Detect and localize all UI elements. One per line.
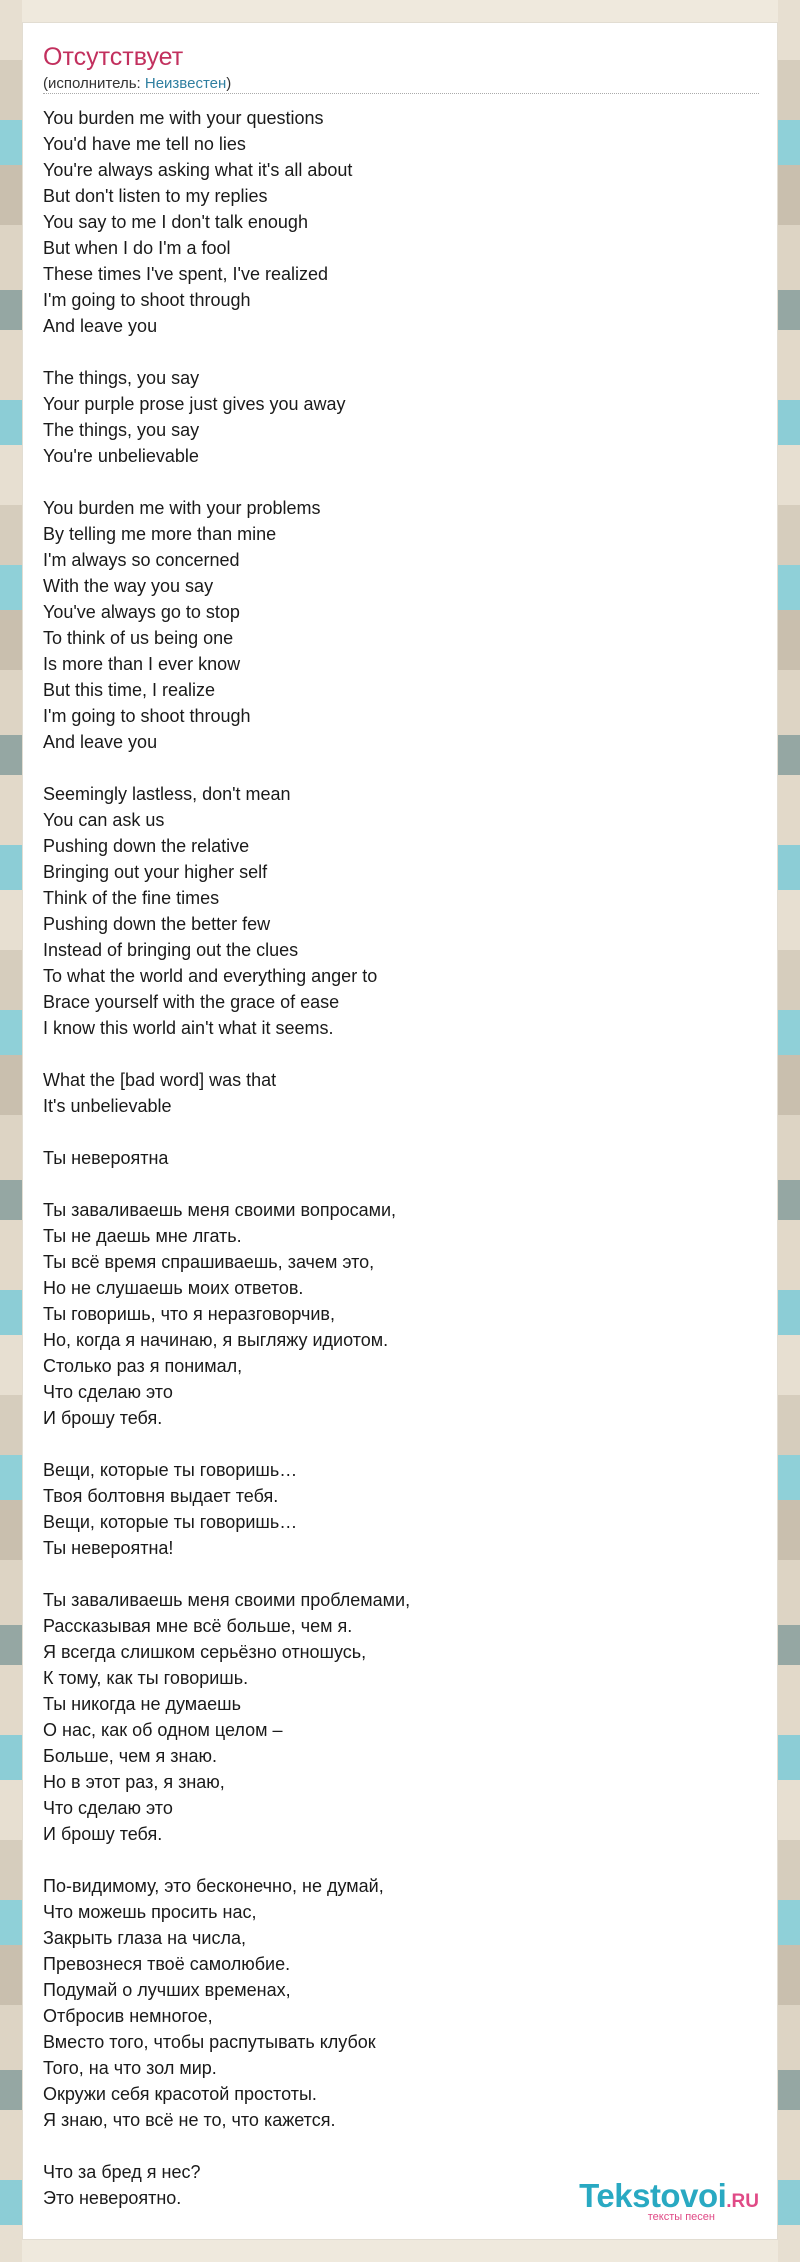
lyrics-line: You're always asking what it's all about [43, 160, 353, 180]
lyrics-card [22, 22, 778, 2240]
lyrics-line: Your purple prose just gives you away [43, 394, 346, 414]
lyrics-line: You'd have me tell no lies [43, 134, 246, 154]
lyrics-line: Ты заваливаешь меня своими вопросами, [43, 1200, 397, 1220]
lyrics-line: You're unbelievable [43, 446, 199, 466]
lyrics-line: But this time, I realize [43, 680, 216, 700]
artist-suffix: ) [226, 75, 232, 92]
lyrics-line: To think of us being one [43, 628, 234, 648]
lyrics-line: И брошу тебя. [43, 1408, 163, 1428]
lyrics-line: I'm always so concerned [43, 550, 240, 570]
lyrics-line: Превознеся твоё самолюбие. [43, 1954, 291, 1974]
lyrics-line: Вещи, которые ты говоришь… [43, 1512, 298, 1532]
lyrics-line: But when I do I'm a fool [43, 238, 231, 258]
title-divider [43, 93, 759, 94]
lyrics-line: Ты заваливаешь меня своими проблемами, [43, 1590, 411, 1610]
lyrics-line: Ты невероятна! [43, 1538, 174, 1558]
lyrics-line: You say to me I don't talk enough [43, 212, 308, 232]
lyrics-line: Seemingly lastless, don't mean [43, 784, 291, 804]
lyrics-line: With the way you say [43, 576, 214, 596]
lyrics-line: Brace yourself with the grace of ease [43, 992, 340, 1012]
lyrics-line: The things, you say [43, 420, 200, 440]
lyrics-line: I'm going to shoot through [43, 290, 251, 310]
lyrics-line: И брошу тебя. [43, 1824, 163, 1844]
lyrics-line: By telling me more than mine [43, 524, 277, 544]
lyrics-line: Что можешь просить нас, [43, 1902, 257, 1922]
lyrics-line: These times I've spent, I've realized [43, 264, 329, 284]
lyrics-line: О нас, как об одном целом – [43, 1720, 283, 1740]
lyrics-stanza [43, 365, 753, 469]
lyrics-line: Ты всё время спрашиваешь, зачем это, [43, 1252, 375, 1272]
lyrics-stanza [43, 105, 753, 339]
lyrics-stanza [43, 1457, 753, 1561]
lyrics-line: Ты говоришь, что я неразговорчив, [43, 1304, 335, 1324]
logo-tld-text: .RU [726, 2191, 759, 2212]
lyrics-line: To what the world and everything anger to [43, 966, 378, 986]
lyrics-line: I'm going to shoot through [43, 706, 251, 726]
lyrics-line: But don't listen to my replies [43, 186, 268, 206]
lyrics-line: I know this world ain't what it seems. [43, 1018, 334, 1038]
lyrics-line: Окружи себя красотой простоты. [43, 2084, 317, 2104]
lyrics-line: Pushing down the better few [43, 914, 271, 934]
lyrics-line: Что за бред я нес? [43, 2162, 201, 2182]
lyrics-line: What the [bad word] was that [43, 1070, 277, 1090]
lyrics-line: Pushing down the relative [43, 836, 250, 856]
lyrics-line: Is more than I ever know [43, 654, 241, 674]
lyrics-line: Ты невероятна [43, 1148, 169, 1168]
lyrics-line: And leave you [43, 316, 158, 336]
lyrics-stanza [43, 1587, 753, 1847]
lyrics-line: Рассказывая мне всё больше, чем я. [43, 1616, 353, 1636]
lyrics-line: The things, you say [43, 368, 200, 388]
lyrics-line: Больше, чем я знаю. [43, 1746, 217, 1766]
site-logo[interactable] [579, 2177, 759, 2223]
lyrics-line: По-видимому, это бесконечно, не думай, [43, 1876, 384, 1896]
lyrics-stanza [43, 495, 753, 755]
lyrics-line: Вместо того, чтобы распутывать клубок [43, 2032, 376, 2052]
lyrics-line: And leave you [43, 732, 158, 752]
song-title: Отсутствует [43, 43, 184, 71]
lyrics-line: Но в этот раз, я знаю, [43, 1772, 225, 1792]
lyrics-line: Отбросив немногое, [43, 2006, 213, 2026]
lyrics-stanza [43, 781, 753, 1041]
lyrics-line: Think of the fine times [43, 888, 220, 908]
lyrics-line: You can ask us [43, 810, 165, 830]
lyrics-line: Того, на что зол мир. [43, 2058, 217, 2078]
lyrics-line: Закрыть глаза на числа, [43, 1928, 246, 1948]
lyrics-line: You burden me with your problems [43, 498, 321, 518]
left-edge-decoration [0, 0, 22, 2262]
lyrics-line: Вещи, которые ты говоришь… [43, 1460, 298, 1480]
lyrics-stanza [43, 1067, 753, 1119]
lyrics-line: It's unbelievable [43, 1096, 172, 1116]
lyrics-line: Что сделаю это [43, 1798, 173, 1818]
lyrics-stanza [43, 1873, 753, 2133]
lyrics-line: Я знаю, что всё не то, что кажется. [43, 2110, 336, 2130]
lyrics-line: You've always go to stop [43, 602, 240, 622]
lyrics-line: Но, когда я начинаю, я выгляжу идиотом. [43, 1330, 389, 1350]
lyrics-stanza [43, 1197, 753, 1431]
lyrics-line: Но не слушаешь моих ответов. [43, 1278, 304, 1298]
logo-tagline: тексты песен [647, 2211, 715, 2223]
lyrics-text [43, 105, 753, 2237]
artist-link[interactable]: Неизвестен [144, 75, 227, 92]
lyrics-line: Ты не даешь мне лгать. [43, 1226, 242, 1246]
lyrics-line: Instead of bringing out the clues [43, 940, 299, 960]
artist-line [43, 75, 231, 92]
logo-main-text: Tekstovoi [579, 2177, 727, 2214]
lyrics-line: Bringing out your higher self [43, 862, 268, 882]
lyrics-line: Что сделаю это [43, 1382, 173, 1402]
lyrics-line: Подумай о лучших временах, [43, 1980, 291, 2000]
lyrics-line: Ты никогда не думаешь [43, 1694, 241, 1714]
lyrics-line: К тому, как ты говоришь. [43, 1668, 249, 1688]
lyrics-stanza [43, 1145, 753, 1171]
lyrics-line: Это невероятно. [43, 2188, 182, 2208]
lyrics-line: Я всегда слишком серьёзно отношусь, [43, 1642, 367, 1662]
right-edge-decoration [778, 0, 800, 2262]
lyrics-line: Твоя болтовня выдает тебя. [43, 1486, 279, 1506]
lyrics-line: You burden me with your questions [43, 108, 324, 128]
artist-prefix: (исполнитель: [43, 75, 145, 92]
lyrics-line: Столько раз я понимал, [43, 1356, 243, 1376]
